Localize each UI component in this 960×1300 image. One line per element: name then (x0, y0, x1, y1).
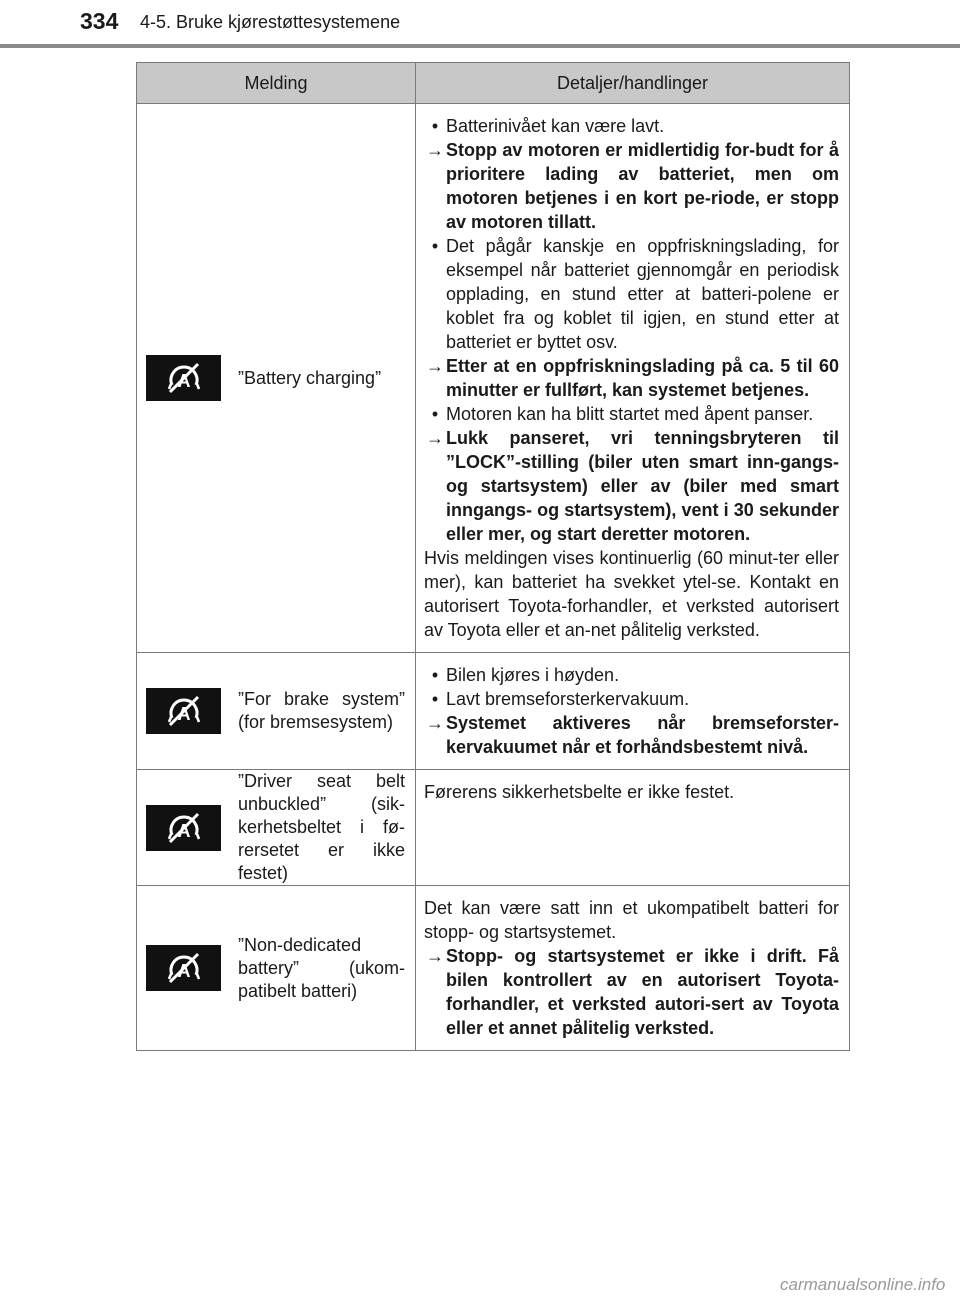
bullet-icon: • (431, 404, 439, 424)
action-text: Stopp- og startsystemet er ikke i drift. Få bilen kontrollert av en autorisert Toyota-forhandler, et verksted autori-sert av Toyota eller et annet pålitelig verksted. (446, 946, 839, 1038)
column-header-details: Detaljer/handlinger (416, 63, 850, 104)
stop-start-off-icon (146, 945, 221, 991)
bullet-icon: • (431, 236, 439, 256)
message-text: ”Driver seat belt unbuckled” (sik-kerhetsbeltet i fø-rersetet er ikke festet) (238, 771, 405, 883)
arrow-icon: → (426, 946, 444, 966)
bullet-item (424, 114, 839, 138)
message-table (136, 62, 850, 1051)
svg-text:A: A (177, 820, 190, 841)
message-cell (137, 770, 416, 886)
message-text: ”Battery charging” (238, 367, 382, 388)
action-item (424, 711, 839, 759)
action-item (424, 138, 839, 234)
action-item (424, 354, 839, 402)
arrow-icon: → (426, 356, 444, 376)
bullet-item (424, 687, 839, 711)
bullet-item (424, 234, 839, 354)
action-text: Lukk panseret, vri tenningsbryteren til ”LOCK”-stilling (biler uten smart inn-gangs- og startsystem) eller av (biler med smart inngangs- og startsystem), vent i 30 sekunder eller mer, og start deretter motoren. (446, 428, 839, 544)
action-text: Etter at en oppfriskningslading på ca. 5 til 60 minutter er fullført, kan systemet betjenes. (446, 356, 839, 400)
action-text: Stopp av motoren er midlertidig for-budt for å prioritere lading av batteriet, men om motoren betjenes i en kort pe-riode, er stopp av motoren tillatt. (446, 140, 839, 232)
bullet-icon: • (431, 116, 439, 136)
arrow-icon: → (426, 713, 444, 733)
column-header-message: Melding (137, 63, 416, 104)
svg-text:A: A (177, 371, 190, 391)
stop-start-off-icon (146, 355, 221, 401)
action-item (424, 426, 839, 546)
stop-start-off-icon (146, 688, 221, 734)
arrow-icon: → (426, 428, 444, 448)
message-cell (137, 104, 416, 653)
table-row (137, 886, 850, 1051)
message-text: ”Non-dedicated battery” (ukom-patibelt batteri) (238, 934, 405, 1001)
details-cell (416, 886, 850, 1051)
action-text: Systemet aktiveres når bremseforster-kervakuumet når et forhåndsbestemt nivå. (446, 713, 839, 757)
header-rule (0, 44, 960, 48)
bullet-item (424, 663, 839, 687)
bullet-icon: • (431, 689, 439, 709)
details-cell (416, 770, 850, 886)
bullet-text: Det pågår kanskje en oppfriskningslading, for eksempel når batteriet gjennomgår en periodisk opplading, en stund etter at batteri-polene er koblet fra og koblet til igjen, en stund etter at batteriet er byttet osv. (446, 236, 839, 352)
bullet-text: Lavt bremseforsterkervakuum. (446, 689, 690, 709)
message-cell (137, 653, 416, 770)
svg-text:A: A (177, 704, 190, 724)
bullet-text: Motoren kan ha blitt startet med åpent panser. (446, 404, 814, 424)
watermark: carmanualsonline.info (780, 1275, 946, 1294)
bullet-icon: • (431, 665, 439, 685)
action-item (424, 944, 839, 1040)
arrow-icon: → (426, 140, 444, 160)
bullet-text: Bilen kjøres i høyden. (446, 665, 620, 685)
details-cell (416, 653, 850, 770)
message-text: ”For brake system” (for bremsesystem) (238, 689, 405, 732)
table-row (137, 653, 850, 770)
bullet-item (424, 402, 839, 426)
message-cell (137, 886, 416, 1051)
page-number: 334 (80, 8, 119, 34)
detail-paragraph: Førerens sikkerhetsbelte er ikke festet. (424, 782, 735, 802)
detail-paragraph: Hvis meldingen vises kontinuerlig (60 minut-ter eller mer), kan batteriet ha svekket ytel-se. Kontakt en autorisert Toyota-forhandler, et verksted autorisert av Toyota eller et an-net pålitelig verksted. (424, 548, 839, 640)
bullet-text: Batterinivået kan være lavt. (446, 116, 665, 136)
stop-start-off-icon (146, 805, 221, 851)
svg-text:A: A (177, 961, 190, 981)
table-row (137, 104, 850, 653)
details-cell (416, 104, 850, 653)
table-row (137, 770, 850, 886)
table-header-row (137, 63, 850, 104)
section-title: 4-5. Bruke kjørestøttesystemene (140, 12, 401, 32)
detail-paragraph: Det kan være satt inn et ukompatibelt batteri for stopp- og startsystemet. (424, 898, 839, 942)
